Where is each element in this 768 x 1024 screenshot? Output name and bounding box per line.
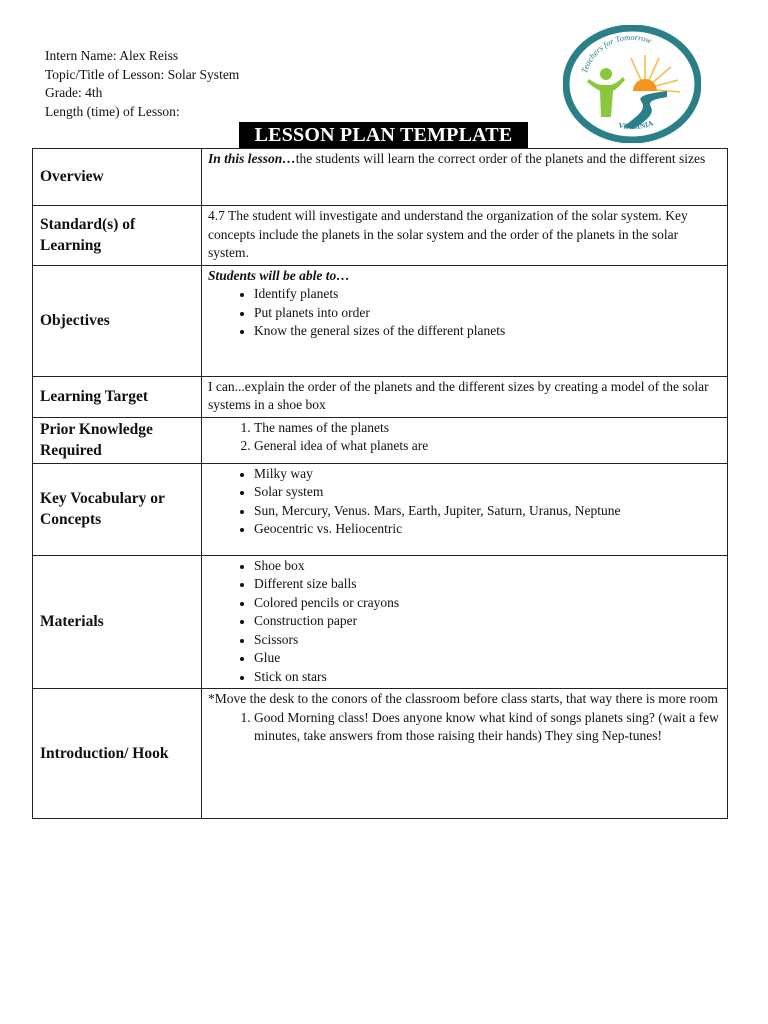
list-item: 2. General idea of what planets are: [254, 437, 721, 456]
lesson-plan-table: [32, 148, 728, 819]
lesson-topic: Topic/Title of Lesson: Solar System: [45, 66, 240, 82]
logo-state-text: VIRGINIA: [617, 118, 655, 132]
objectives-lead: Students will be able to…: [208, 267, 350, 283]
list-item: • Different size balls: [254, 575, 721, 594]
materials-label: Materials: [33, 555, 202, 689]
list-item: • Know the general sizes of the different planets: [254, 322, 721, 341]
overview-text: the students will learn the correct order of the planets and the different sizes: [295, 151, 706, 166]
introduction-cell: [202, 689, 728, 819]
vocabulary-label: Key Vocabulary or Concepts: [33, 463, 202, 555]
list-item: • Milky way: [254, 465, 721, 484]
overview-label: Overview: [33, 149, 202, 206]
list-item: • Construction paper: [254, 612, 721, 631]
objectives-label: Objectives: [33, 265, 202, 376]
standards-label: Standard(s) of Learning: [33, 206, 202, 266]
lesson-length: Length (time) of Lesson:: [45, 103, 180, 119]
standards-text: 4.7 The student will investigate and understand the organization of the solar system. Key concepts include the planets in the solar system and the order of the planets in the solar system.: [202, 206, 728, 266]
table-row-materials: [33, 555, 728, 689]
prior-knowledge-cell: [202, 417, 728, 463]
list-item: 1. The names of the planets: [254, 419, 721, 438]
prior-knowledge-label: Prior Knowledge Required: [33, 417, 202, 463]
learning-target-label: Learning Target: [33, 376, 202, 417]
list-item: • Solar system: [254, 483, 721, 502]
introduction-note: *Move the desk to the conors of the classroom before class starts, that way there is more room: [208, 691, 718, 706]
list-item: • Colored pencils or crayons: [254, 594, 721, 613]
intern-name: Intern Name: Alex Reiss: [45, 48, 179, 63]
vocabulary-cell: [202, 463, 728, 555]
overview-lead: In this lesson…: [208, 151, 296, 166]
table-row-standards: [33, 206, 728, 266]
list-item: 1. Good Morning class! Does anyone know what kind of songs planets sing? (wait a few minutes, take answers from those raising their hands) They sing Nep-tunes!: [254, 709, 721, 746]
overview-cell: [202, 149, 728, 206]
grade-level: Grade: 4th: [45, 85, 103, 100]
teachers-for-tomorrow-logo: [563, 25, 701, 143]
list-item: • Shoe box: [254, 557, 721, 576]
list-item: • Put planets into order: [254, 304, 721, 323]
table-row-prior-knowledge: [33, 417, 728, 463]
lesson-header: [45, 47, 239, 121]
list-item: • Scissors: [254, 631, 721, 650]
list-item: • Sun, Mercury, Venus. Mars, Earth, Jupiter, Saturn, Uranus, Neptune: [254, 502, 721, 521]
list-item: • Geocentric vs. Heliocentric: [254, 520, 721, 539]
list-item: • Glue: [254, 649, 721, 668]
learning-target-text: I can...explain the order of the planets and the different sizes by creating a model of the solar systems in a shoe box: [202, 376, 728, 417]
table-row-objectives: [33, 265, 728, 376]
logo-arc-text: Teachers for Tomorrow: [578, 31, 653, 75]
materials-cell: [202, 555, 728, 689]
objectives-cell: [202, 265, 728, 376]
introduction-label: Introduction/ Hook: [33, 689, 202, 819]
list-item: • Stick on stars: [254, 668, 721, 687]
table-row-learning-target: [33, 376, 728, 417]
table-row-vocabulary: [33, 463, 728, 555]
table-row-overview: [33, 149, 728, 206]
table-row-introduction: [33, 689, 728, 819]
page-title: LESSON PLAN TEMPLATE: [239, 122, 528, 148]
list-item: • Identify planets: [254, 285, 721, 304]
